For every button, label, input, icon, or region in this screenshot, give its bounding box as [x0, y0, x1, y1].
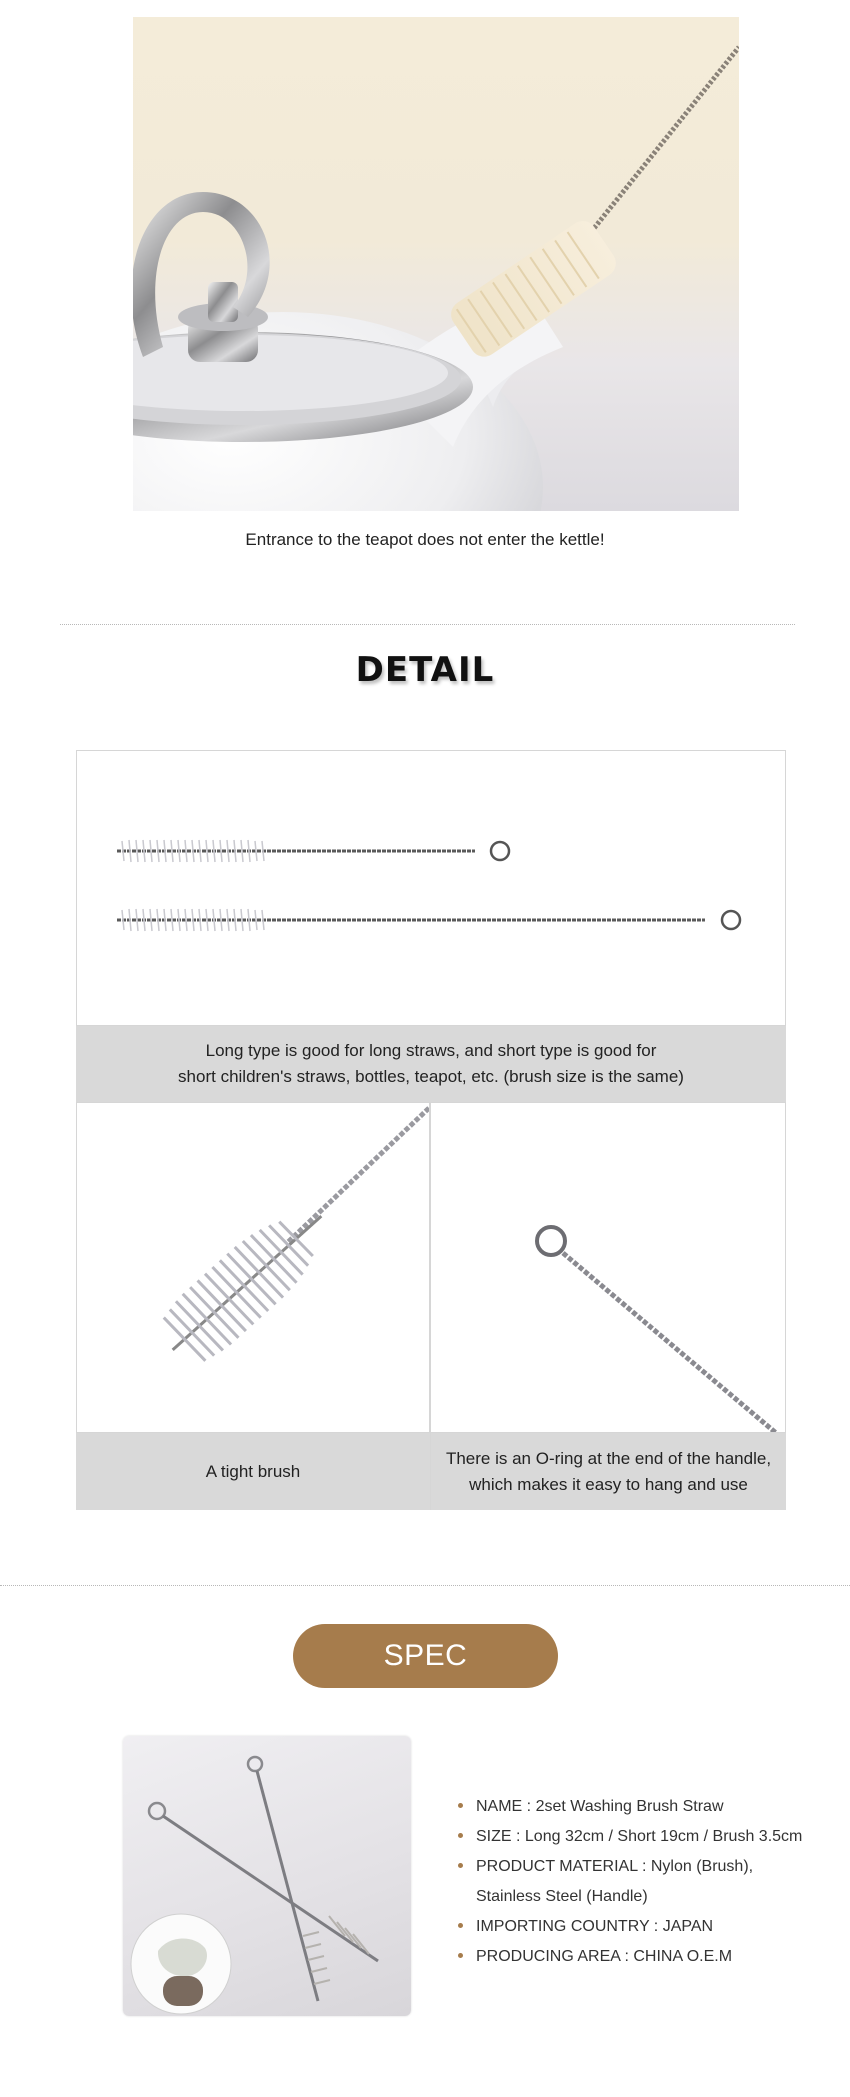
caption-line: which makes it easy to hang and use: [469, 1474, 748, 1494]
section-divider: [60, 624, 795, 625]
caption-line: There is an O-ring at the end of the handle,: [445, 1448, 772, 1468]
panel-divider: [430, 1102, 431, 1510]
spec-item: [458, 1942, 802, 1972]
teapot-brush-photo: [133, 17, 739, 511]
brush-lengths-caption: [76, 1026, 786, 1102]
section-divider: [0, 1585, 850, 1586]
spec-list: [458, 1792, 802, 1972]
tight-brush-photo: [76, 1102, 430, 1433]
caption-line: short children's straws, bottles, teapot, etc. (brush size is the same): [178, 1067, 684, 1086]
spec-item: [458, 1792, 802, 1822]
o-ring-handle-photo: [430, 1102, 786, 1433]
spec-item-text: NAME : 2set Washing Brush Straw: [476, 1798, 724, 1815]
short-brush-image: [117, 840, 509, 862]
spec-heading: SPEC: [293, 1624, 558, 1688]
product-photo: [123, 1736, 411, 2016]
spec-item: [458, 1852, 802, 1912]
spec-item-continuation: Stainless Steel (Handle): [476, 1888, 648, 1905]
brush-lengths-photo: [76, 750, 786, 1026]
long-brush-image: [117, 909, 740, 931]
spec-item-text: SIZE : Long 32cm / Short 19cm / Brush 3.5cm: [476, 1828, 803, 1845]
spec-item: [458, 1822, 802, 1852]
hero-caption: Entrance to the teapot does not enter the kettle!: [245, 530, 605, 549]
spec-item-text: PRODUCING AREA : CHINA O.E.M: [476, 1948, 733, 1965]
tight-brush-caption: A tight brush: [76, 1433, 430, 1510]
detail-heading: DETAIL: [355, 650, 495, 690]
spec-item-text: PRODUCT MATERIAL : Nylon (Brush),: [476, 1858, 754, 1875]
o-ring-caption: [431, 1433, 786, 1510]
caption-line: Long type is good for long straws, and short type is good for: [205, 1041, 657, 1060]
spec-item-text: IMPORTING COUNTRY : JAPAN: [476, 1918, 714, 1935]
spec-item: [458, 1912, 802, 1942]
